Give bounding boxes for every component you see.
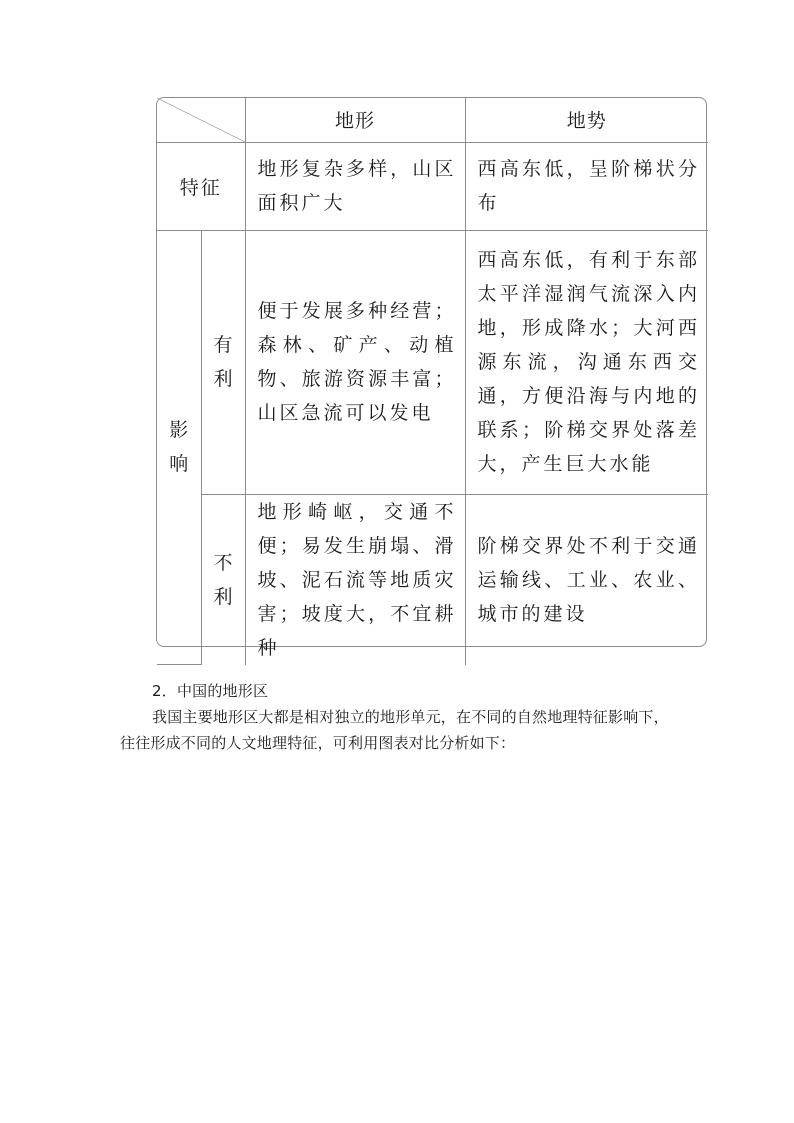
comparison-table	[157, 98, 708, 665]
paragraph-line-2: 往往形成不同的人文地理特征，可利用图表对比分析如下：	[120, 734, 516, 752]
favorable-label-char: 利	[213, 368, 233, 390]
paragraph-line-1: 我国主要地形区大都是相对独立的地形单元，在不同的自然地理特征影响下，	[152, 708, 669, 726]
corner-cell	[157, 98, 245, 142]
favorable-relief-cell: 西高东低，有利于东部太平洋湿润气流深入内地，形成降水；大河西源东流，沟通东西交通，方便沿海与内地的联系；阶梯交界处落差大，产生巨大水能	[465, 230, 708, 494]
features-row	[157, 142, 708, 230]
favorable-label	[201, 230, 245, 494]
features-relief-cell: 西高东低，呈阶梯状分布	[465, 142, 708, 230]
favorable-label-char: 有	[213, 334, 233, 356]
header-row	[157, 98, 708, 142]
terrain-comparison-table	[156, 97, 707, 659]
features-label: 特征	[157, 142, 245, 230]
impact-label-char: 响	[169, 453, 189, 476]
favorable-terrain-cell: 便于发展多种经营；森林、矿产、动植物、旅游资源丰富；山区急流可以发电	[245, 230, 465, 494]
unfavorable-label-char: 不	[213, 551, 233, 574]
header-terrain: 地形	[245, 98, 465, 142]
impact-label	[157, 230, 201, 665]
unfavorable-relief-cell: 阶梯交界处不利于交通运输线、工业、农业、城市的建设	[465, 494, 708, 665]
unfavorable-terrain-cell: 地形崎岖，交通不便；易发生崩塌、滑坡、泥石流等地质灾害；坡度大，不宜耕种	[245, 494, 465, 665]
favorable-row	[157, 230, 708, 494]
features-terrain-cell: 地形复杂多样，山区面积广大	[245, 142, 465, 230]
impact-label-char: 影	[169, 419, 189, 442]
header-relief: 地势	[465, 98, 708, 142]
unfavorable-label	[201, 494, 245, 665]
section-heading: 2．中国的地形区	[152, 682, 269, 700]
unfavorable-label-char: 利	[213, 585, 233, 608]
unfavorable-row	[157, 494, 708, 665]
